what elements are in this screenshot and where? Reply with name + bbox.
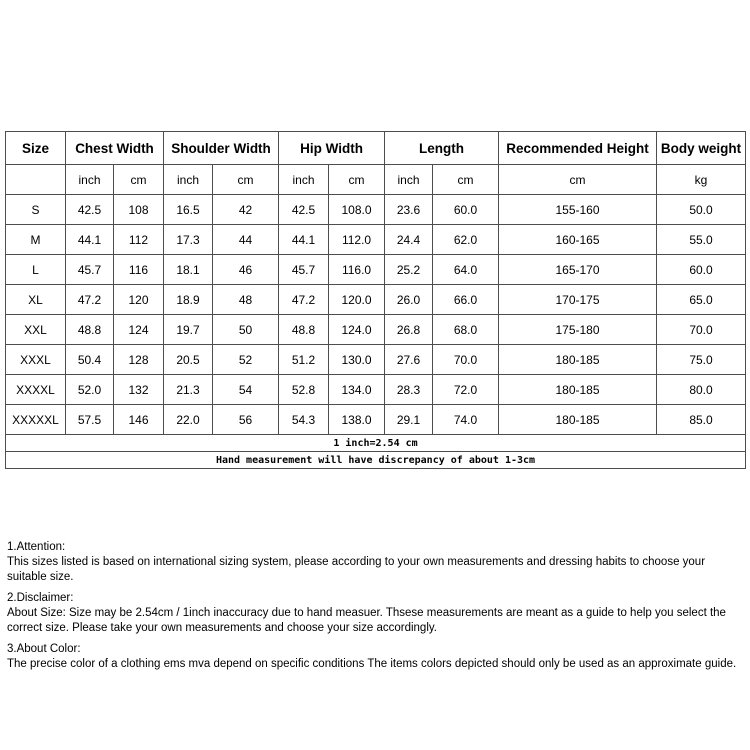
value-cell: 62.0 — [433, 225, 499, 255]
table-row — [6, 375, 746, 405]
footnote-measurement-discrepancy: Hand measurement will have discrepancy of about 1-3cm — [6, 452, 746, 469]
value-cell: 44 — [213, 225, 279, 255]
value-cell: 54.3 — [279, 405, 329, 435]
table-row — [6, 255, 746, 285]
column-header-shoulder-width: Shoulder Width — [164, 132, 279, 165]
note-about-color — [7, 642, 747, 672]
subheader-empty — [6, 165, 66, 195]
value-cell: 180-185 — [499, 405, 657, 435]
value-cell: 180-185 — [499, 375, 657, 405]
value-cell: 20.5 — [164, 345, 213, 375]
value-cell: 51.2 — [279, 345, 329, 375]
value-cell: 44.1 — [66, 225, 114, 255]
value-cell: 138.0 — [329, 405, 385, 435]
subheader-unit: inch — [164, 165, 213, 195]
value-cell: 48.8 — [66, 315, 114, 345]
size-label-cell: L — [6, 255, 66, 285]
value-cell: 16.5 — [164, 195, 213, 225]
footnote-row — [6, 435, 746, 452]
note-body: The precise color of a clothing ems mva depend on specific conditions The items colors depicted should only be used as an approximate guide. — [7, 658, 737, 670]
value-cell: 19.7 — [164, 315, 213, 345]
column-header-size: Size — [6, 132, 66, 165]
subheader-unit: inch — [385, 165, 433, 195]
value-cell: 44.1 — [279, 225, 329, 255]
subheader-unit: cm — [499, 165, 657, 195]
subheader-unit: cm — [329, 165, 385, 195]
footnote-inch-conversion: 1 inch=2.54 cm — [6, 435, 746, 452]
size-label-cell: S — [6, 195, 66, 225]
value-cell: 60.0 — [657, 255, 746, 285]
value-cell: 65.0 — [657, 285, 746, 315]
value-cell: 74.0 — [433, 405, 499, 435]
footnote-row — [6, 452, 746, 469]
value-cell: 108.0 — [329, 195, 385, 225]
column-header-hip-width: Hip Width — [279, 132, 385, 165]
notes-section — [7, 540, 747, 678]
value-cell: 50 — [213, 315, 279, 345]
value-cell: 112 — [114, 225, 164, 255]
subheader-unit: cm — [433, 165, 499, 195]
value-cell: 54 — [213, 375, 279, 405]
value-cell: 52 — [213, 345, 279, 375]
value-cell: 120 — [114, 285, 164, 315]
value-cell: 29.1 — [385, 405, 433, 435]
value-cell: 130.0 — [329, 345, 385, 375]
value-cell: 70.0 — [433, 345, 499, 375]
value-cell: 60.0 — [433, 195, 499, 225]
value-cell: 134.0 — [329, 375, 385, 405]
table-row — [6, 285, 746, 315]
note-heading: 3.About Color: — [7, 643, 81, 655]
value-cell: 47.2 — [66, 285, 114, 315]
table-row — [6, 345, 746, 375]
value-cell: 23.6 — [385, 195, 433, 225]
size-label-cell: XXXL — [6, 345, 66, 375]
size-chart-table — [5, 131, 746, 469]
value-cell: 50.4 — [66, 345, 114, 375]
value-cell: 50.0 — [657, 195, 746, 225]
subheader-unit: cm — [114, 165, 164, 195]
table-row — [6, 195, 746, 225]
value-cell: 24.4 — [385, 225, 433, 255]
note-heading: 1.Attention: — [7, 541, 66, 553]
column-header-chest-width: Chest Width — [66, 132, 164, 165]
column-header-length: Length — [385, 132, 499, 165]
value-cell: 146 — [114, 405, 164, 435]
value-cell: 18.9 — [164, 285, 213, 315]
size-label-cell: XXXXXL — [6, 405, 66, 435]
size-label-cell: XL — [6, 285, 66, 315]
note-body: This sizes listed is based on international sizing system, please according to your own measurements and dressing habits to choose your suitable size. — [7, 556, 706, 583]
column-header-body-weight: Body weight — [657, 132, 746, 165]
table-header-row — [6, 132, 746, 165]
value-cell: 26.8 — [385, 315, 433, 345]
value-cell: 55.0 — [657, 225, 746, 255]
table-subheader-row — [6, 165, 746, 195]
value-cell: 56 — [213, 405, 279, 435]
size-label-cell: XXXXL — [6, 375, 66, 405]
table-row — [6, 225, 746, 255]
value-cell: 85.0 — [657, 405, 746, 435]
value-cell: 47.2 — [279, 285, 329, 315]
value-cell: 27.6 — [385, 345, 433, 375]
value-cell: 132 — [114, 375, 164, 405]
value-cell: 66.0 — [433, 285, 499, 315]
value-cell: 28.3 — [385, 375, 433, 405]
value-cell: 64.0 — [433, 255, 499, 285]
value-cell: 116.0 — [329, 255, 385, 285]
size-label-cell: M — [6, 225, 66, 255]
value-cell: 25.2 — [385, 255, 433, 285]
value-cell: 42.5 — [279, 195, 329, 225]
value-cell: 170-175 — [499, 285, 657, 315]
value-cell: 46 — [213, 255, 279, 285]
value-cell: 18.1 — [164, 255, 213, 285]
note-disclaimer — [7, 591, 747, 636]
value-cell: 42.5 — [66, 195, 114, 225]
value-cell: 68.0 — [433, 315, 499, 345]
value-cell: 124 — [114, 315, 164, 345]
subheader-unit: kg — [657, 165, 746, 195]
value-cell: 70.0 — [657, 315, 746, 345]
subheader-unit: inch — [279, 165, 329, 195]
value-cell: 22.0 — [164, 405, 213, 435]
subheader-unit: cm — [213, 165, 279, 195]
value-cell: 124.0 — [329, 315, 385, 345]
value-cell: 26.0 — [385, 285, 433, 315]
value-cell: 48 — [213, 285, 279, 315]
value-cell: 180-185 — [499, 345, 657, 375]
note-attention — [7, 540, 747, 585]
value-cell: 120.0 — [329, 285, 385, 315]
value-cell: 112.0 — [329, 225, 385, 255]
column-header-recommended-height: Recommended Height — [499, 132, 657, 165]
value-cell: 128 — [114, 345, 164, 375]
value-cell: 155-160 — [499, 195, 657, 225]
value-cell: 175-180 — [499, 315, 657, 345]
value-cell: 75.0 — [657, 345, 746, 375]
note-body: About Size: Size may be 2.54cm / 1inch inaccuracy due to hand measuer. Thsese measurements are meant as a guide to help you select the correct size. Please take your own measurements and choose your size accordingly. — [7, 607, 726, 634]
value-cell: 45.7 — [279, 255, 329, 285]
subheader-unit: inch — [66, 165, 114, 195]
value-cell: 45.7 — [66, 255, 114, 285]
value-cell: 52.0 — [66, 375, 114, 405]
value-cell: 116 — [114, 255, 164, 285]
value-cell: 165-170 — [499, 255, 657, 285]
note-heading: 2.Disclaimer: — [7, 592, 74, 604]
value-cell: 160-165 — [499, 225, 657, 255]
value-cell: 108 — [114, 195, 164, 225]
value-cell: 48.8 — [279, 315, 329, 345]
size-label-cell: XXL — [6, 315, 66, 345]
value-cell: 17.3 — [164, 225, 213, 255]
value-cell: 80.0 — [657, 375, 746, 405]
value-cell: 52.8 — [279, 375, 329, 405]
table-row — [6, 405, 746, 435]
value-cell: 72.0 — [433, 375, 499, 405]
table-body — [6, 195, 746, 435]
table-row — [6, 315, 746, 345]
value-cell: 21.3 — [164, 375, 213, 405]
value-cell: 42 — [213, 195, 279, 225]
value-cell: 57.5 — [66, 405, 114, 435]
